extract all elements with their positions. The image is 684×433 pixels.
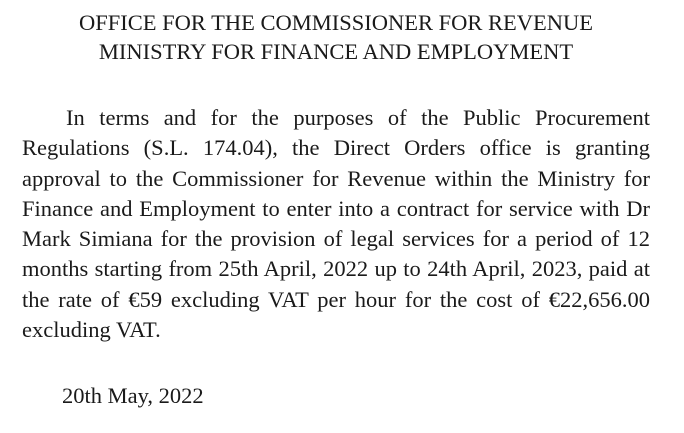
notice-header: [22, 8, 650, 66]
notice-body-paragraph: In terms and for the purposes of the Public Procurement Regulations (S.L. 174.04), the Direct Orders office is granting approval to the Commissioner for Revenue within the Ministry for Finance and Employment to enter into a contract for service with Dr Mark Simiana for the provision of legal services for a period of 12 months starting from 25th April, 2022 up to 24th April, 2023, paid at the rate of €59 excluding VAT per hour for the cost of €22,656.00 excluding VAT.: [22, 105, 650, 343]
government-notice: [22, 0, 650, 368]
ministry-title: MINISTRY FOR FINANCE AND EMPLOYMENT: [98, 39, 574, 64]
office-title: OFFICE FOR THE COMMISSIONER FOR REVENUE: [78, 10, 594, 35]
notice-date: 20th May, 2022: [62, 383, 204, 408]
